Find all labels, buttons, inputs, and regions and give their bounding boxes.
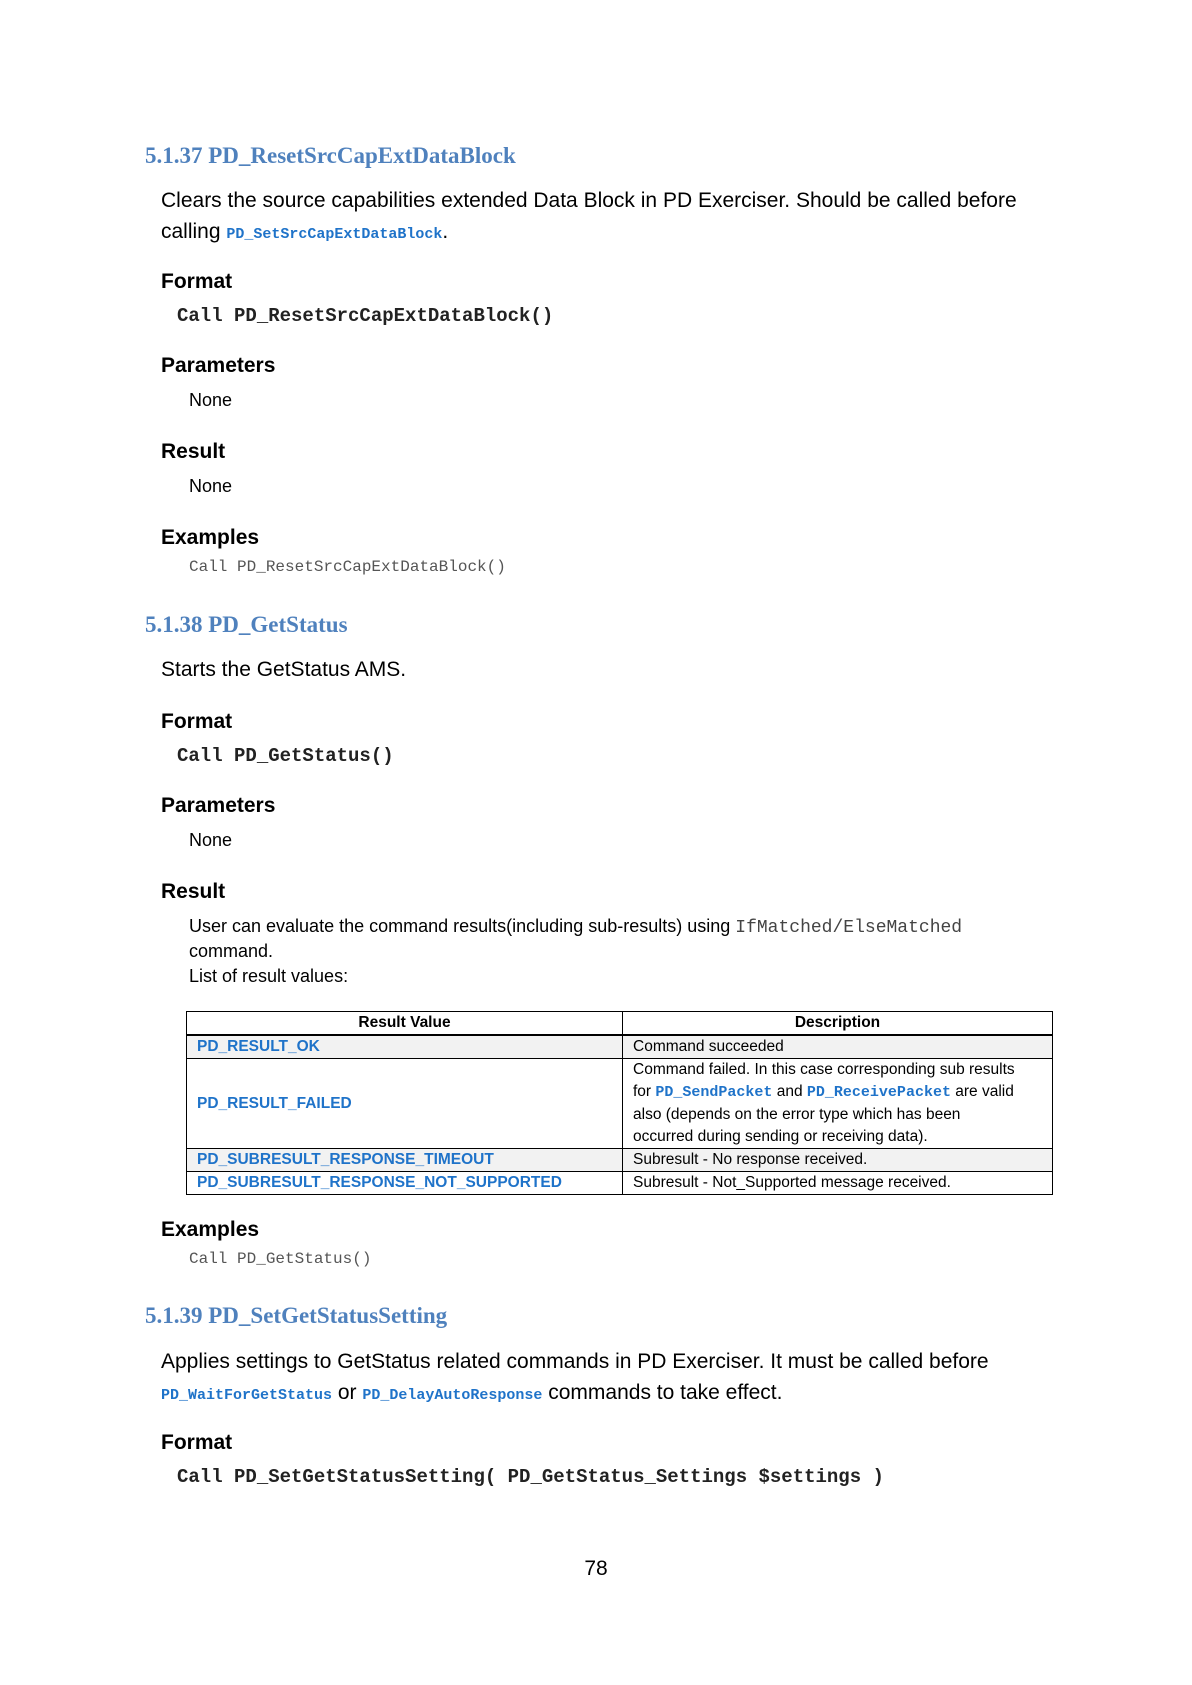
description-line: occurred during sending or receiving data). xyxy=(633,1128,928,1145)
table-row xyxy=(187,1149,1053,1172)
format-label: Format xyxy=(161,710,233,733)
result-line-3: List of result values: xyxy=(189,966,349,986)
description-cell: Command succeeded xyxy=(623,1035,1053,1059)
description-cell: Subresult - No response received. xyxy=(623,1149,1053,1172)
examples-label: Examples xyxy=(161,1218,260,1241)
function-link[interactable]: PD_SendPacket xyxy=(655,1084,773,1101)
table-header-row xyxy=(187,1012,1053,1036)
section-heading-set-get-status-setting: 5.1.39 PD_SetGetStatusSetting xyxy=(145,1303,448,1328)
description-text-end: commands to take effect. xyxy=(542,1381,783,1404)
description-text: and xyxy=(772,1083,807,1100)
result-line-text: User can evaluate the command results(including sub-results) using xyxy=(189,916,736,936)
section-description xyxy=(161,185,1061,250)
parameters-text: None xyxy=(189,830,233,850)
table-row xyxy=(187,1035,1053,1059)
description-text: for xyxy=(633,1083,656,1100)
format-label: Format xyxy=(161,270,233,293)
table-header-description: Description xyxy=(623,1012,1053,1036)
description-cell: Subresult - Not_Supported message received. xyxy=(623,1172,1053,1195)
description-line xyxy=(633,1081,1042,1104)
section-description xyxy=(161,1346,1061,1411)
examples-code: Call PD_GetStatus() xyxy=(189,1250,372,1268)
description-text: Applies settings to GetStatus related commands in PD Exerciser. It must be called before xyxy=(161,1350,989,1373)
function-link[interactable]: PD_SetSrcCapExtDataBlock xyxy=(226,226,443,243)
examples-label: Examples xyxy=(161,526,260,549)
result-value-cell[interactable]: PD_SUBRESULT_RESPONSE_TIMEOUT xyxy=(187,1149,623,1172)
table-row xyxy=(187,1172,1053,1195)
result-value-cell[interactable]: PD_RESULT_OK xyxy=(187,1035,623,1059)
section-heading-get-status: 5.1.38 PD_GetStatus xyxy=(145,612,348,637)
section-heading-reset-src-cap: 5.1.37 PD_ResetSrcCapExtDataBlock xyxy=(145,143,516,168)
result-line-2: command. xyxy=(189,941,274,961)
parameters-label: Parameters xyxy=(161,354,276,377)
function-link[interactable]: PD_DelayAutoResponse xyxy=(362,1387,543,1404)
examples-code: Call PD_ResetSrcCapExtDataBlock() xyxy=(189,558,506,576)
description-text: are valid xyxy=(950,1083,1014,1100)
inline-code: IfMatched/ElseMatched xyxy=(735,918,963,938)
description-line: Command failed. In this case corresponding sub results xyxy=(633,1061,1015,1078)
table-row xyxy=(187,1059,1053,1149)
parameters-label: Parameters xyxy=(161,794,276,817)
format-code: Call PD_ResetSrcCapExtDataBlock() xyxy=(177,305,554,327)
format-code: Call PD_SetGetStatusSetting( PD_GetStatus_Settings $settings ) xyxy=(177,1466,884,1488)
result-label: Result xyxy=(161,440,226,463)
result-text: None xyxy=(189,476,233,496)
section-description: Starts the GetStatus AMS. xyxy=(161,658,407,681)
result-label: Result xyxy=(161,880,226,903)
result-value-cell[interactable]: PD_RESULT_FAILED xyxy=(187,1059,623,1149)
function-link[interactable]: PD_WaitForGetStatus xyxy=(161,1387,333,1404)
format-code: Call PD_GetStatus() xyxy=(177,745,394,767)
description-line: also (depends on the error type which has been xyxy=(633,1106,961,1123)
table-header-result-value: Result Value xyxy=(187,1012,623,1036)
result-line-1 xyxy=(189,916,962,938)
page-number: 78 xyxy=(584,1557,608,1580)
description-cell xyxy=(623,1059,1053,1149)
result-value-cell[interactable]: PD_SUBRESULT_RESPONSE_NOT_SUPPORTED xyxy=(187,1172,623,1195)
result-values-table xyxy=(186,1011,1053,1195)
function-link[interactable]: PD_ReceivePacket xyxy=(806,1084,951,1101)
description-text: Clears the source capabilities extended Data Block in PD Exerciser. Should be called before calling xyxy=(161,189,1017,243)
description-text: or xyxy=(332,1381,363,1404)
parameters-text: None xyxy=(189,390,233,410)
description-text-end: . xyxy=(442,220,449,243)
format-label: Format xyxy=(161,1431,233,1454)
